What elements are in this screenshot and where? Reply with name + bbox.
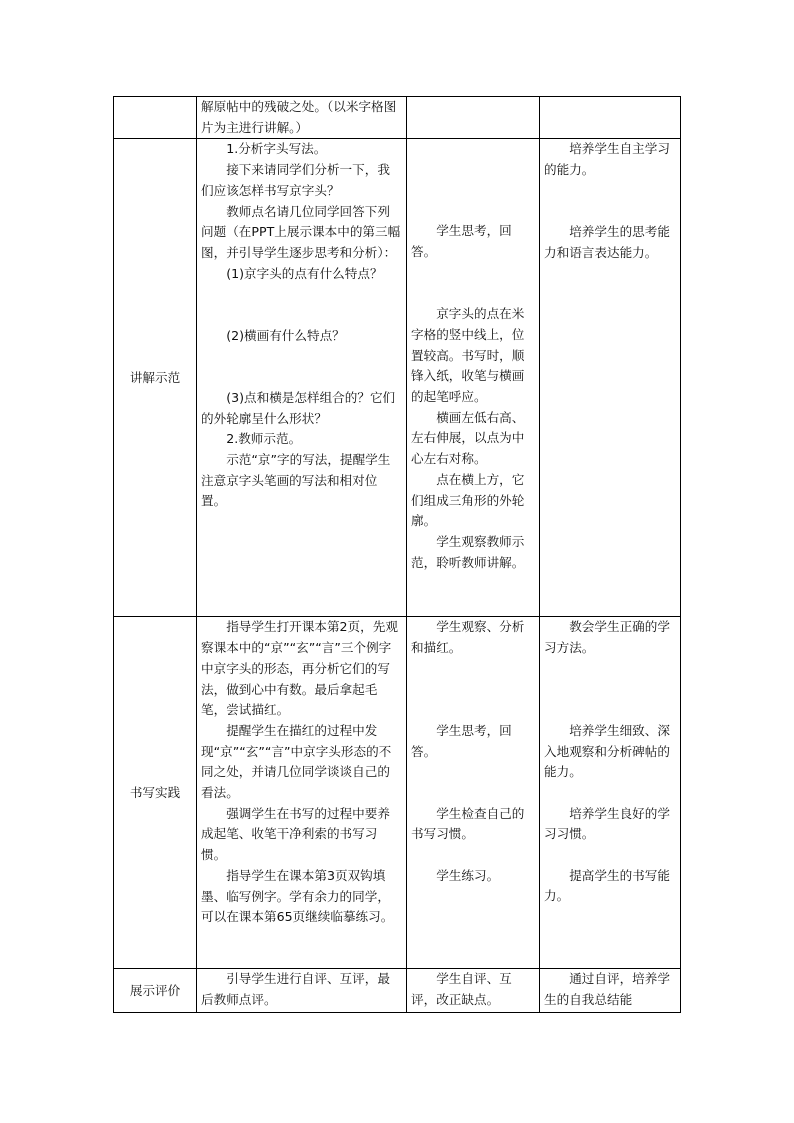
intent-text: 教会学生正确的学习方法。 (544, 619, 670, 656)
table-row (114, 97, 681, 139)
table-row (114, 969, 681, 1013)
teacher-text: 2.教师示范。 (226, 431, 302, 447)
student-cell (407, 139, 540, 617)
teacher-text: 指导学生打开课本第2页，先观察课本中的“京”“玄”“言”三个例字中京字头的形态，再分析它们的写法，做到心中有数。最后拿起毛笔，尝试描红。 (201, 619, 398, 718)
student-text: 学生思考，回答。 (411, 722, 512, 759)
student-text: 京字头的点在米字格的竖中线上，位置较高。书写时，顺锋入纸，收笔与横画的起笔呼应。 (411, 306, 525, 405)
teacher-text: (1)京字头的点有什么特点？ (226, 265, 383, 281)
intent-text: 通过自评，培养学生的自我总结能 (544, 971, 670, 1008)
intent-cell (540, 617, 681, 969)
stage-cell: 讲解示范 (114, 139, 197, 617)
teacher-text: 接下来请同学们分析一下，我们应该怎样书写京字头？ (201, 162, 390, 198)
stage-cell (114, 97, 197, 139)
intent-text: 培养学生良好的学习习惯。 (544, 805, 670, 842)
teacher-cell (197, 97, 407, 139)
teacher-cell (197, 969, 407, 1013)
intent-text: 培养学生自主学习的能力。 (544, 141, 670, 178)
intent-text: 培养学生细致、深入地观察和分析碑帖的能力。 (544, 722, 670, 780)
student-text: 学生检查自己的书写习惯。 (411, 805, 525, 842)
table-row (114, 617, 681, 969)
intent-text: 提高学生的书写能力。 (544, 867, 670, 904)
intent-cell (540, 969, 681, 1013)
stage-cell: 书写实践 (114, 617, 197, 969)
teacher-text: (3)点和横是怎样组合的？它们的外轮廓呈什么形状？ (201, 389, 396, 426)
intent-cell (540, 139, 681, 617)
teacher-text: 提醒学生在描红的过程中发现“京”“玄”“言”中京字头形态的不同之处，并请几位同学谈谈自己的看法。 (201, 722, 392, 801)
student-cell (407, 97, 540, 139)
student-text: 学生思考，回答。 (411, 223, 512, 260)
student-text: 学生观察教师示范，聆听教师讲解。 (411, 533, 525, 570)
teacher-text: (2)横画有什么特点？ (226, 327, 345, 343)
teacher-cell (197, 139, 407, 617)
teacher-text: 引导学生进行自评、互评，最后教师点评。 (201, 971, 390, 1008)
table-row (114, 139, 681, 617)
stage-cell: 展示评价 (114, 969, 197, 1013)
teacher-text: 示范“京”字的写法，提醒学生注意京字头笔画的写法和相对位置。 (201, 451, 391, 509)
teacher-text: 1.分析字头写法。 (226, 141, 327, 157)
lesson-plan-table (113, 96, 681, 1013)
student-cell (407, 617, 540, 969)
student-text: 学生自评、互评，改正缺点。 (411, 971, 512, 1008)
intent-text: 培养学生的思考能力和语言表达能力。 (544, 224, 670, 260)
intent-cell (540, 97, 681, 139)
student-text: 横画左低右高、左右伸展，以点为中心左右对称。 (411, 409, 525, 467)
teacher-text: 解原帖中的残破之处。（以米字格图片为主进行讲解。） (201, 99, 397, 135)
student-cell (407, 969, 540, 1013)
student-text: 学生练习。 (436, 867, 500, 883)
teacher-text: 强调学生在书写的过程中要养成起笔、收笔干净利索的书写习惯。 (201, 805, 390, 863)
teacher-text: 指导学生在课本第3页双钩填墨、临写例字。学有余力的同学，可以在课本第65页继续临摹练习。 (201, 867, 394, 925)
teacher-cell (197, 617, 407, 969)
student-text: 学生观察、分析和描红。 (411, 619, 525, 656)
teacher-text: 教师点名请几位同学回答下列问题（在PPT上展示课本中的第三幅图，并引导学生逐步思考和分析）： (201, 203, 401, 260)
student-text: 点在横上方，它们组成三角形的外轮廓。 (411, 471, 525, 529)
